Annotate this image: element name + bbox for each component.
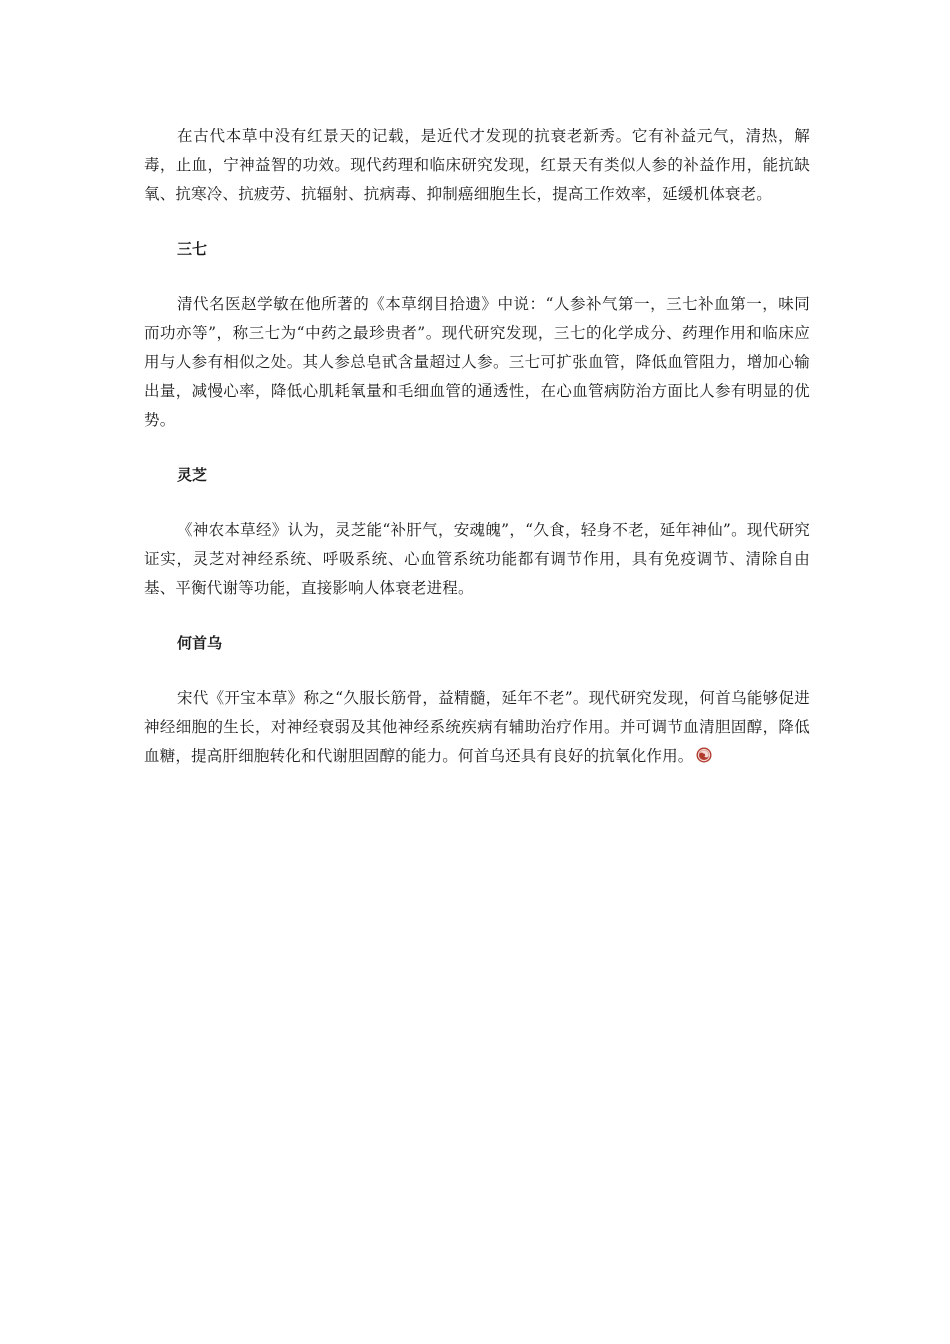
heshouwu-paragraph <box>144 684 810 771</box>
intro-paragraph: 在古代本草中没有红景天的记载，是近代才发现的抗衰老新秀。它有补益元气，清热，解毒，止血，宁神益智的功效。现代药理和临床研究发现，红景天有类似人参的补益作用，能抗缺氧、抗寒冷、抗疲劳、抗辐射、抗病毒、抑制癌细胞生长，提高工作效率，延缓机体衰老。 <box>144 127 810 203</box>
section-title-lingzhi: 灵芝 <box>177 466 208 484</box>
lingzhi-paragraph: 《神农本草经》认为，灵芝能“补肝气，安魂魄”，“久食，轻身不老，延年神仙”。现代研究证实，灵芝对神经系统、呼吸系统、心血管系统功能都有调节作用，具有免疫调节、清除自由基、平衡代谢等功能，直接影响人体衰老进程。 <box>144 521 810 597</box>
heshouwu-text: 宋代《开宝本草》称之“久服长筋骨，益精髓，延年不老”。现代研究发现，何首乌能够促进神经细胞的生长，对神经衰弱及其他神经系统疾病有辅助治疗作用。并可调节血清胆固醇，降低血糖，提高肝细胞转化和代谢胆固醇的能力。何首乌还具有良好的抗氧化作用。 <box>144 689 810 765</box>
section-title-sanqi: 三七 <box>177 240 208 258</box>
end-of-article-icon <box>696 747 712 763</box>
document-page <box>144 122 810 771</box>
sanqi-paragraph: 清代名医赵学敏在他所著的《本草纲目拾遗》中说：“人参补气第一，三七补血第一，味同而功亦等”，称三七为“中药之最珍贵者”。现代研究发现，三七的化学成分、药理作用和临床应用与人参有相似之处。其人参总皂甙含量超过人参。三七可扩张血管，降低血管阻力，增加心输出量，减慢心率，降低心肌耗氧量和毛细血管的通透性，在心血管病防治方面比人参有明显的优势。 <box>144 295 810 429</box>
section-title-heshouwu: 何首乌 <box>177 634 223 652</box>
